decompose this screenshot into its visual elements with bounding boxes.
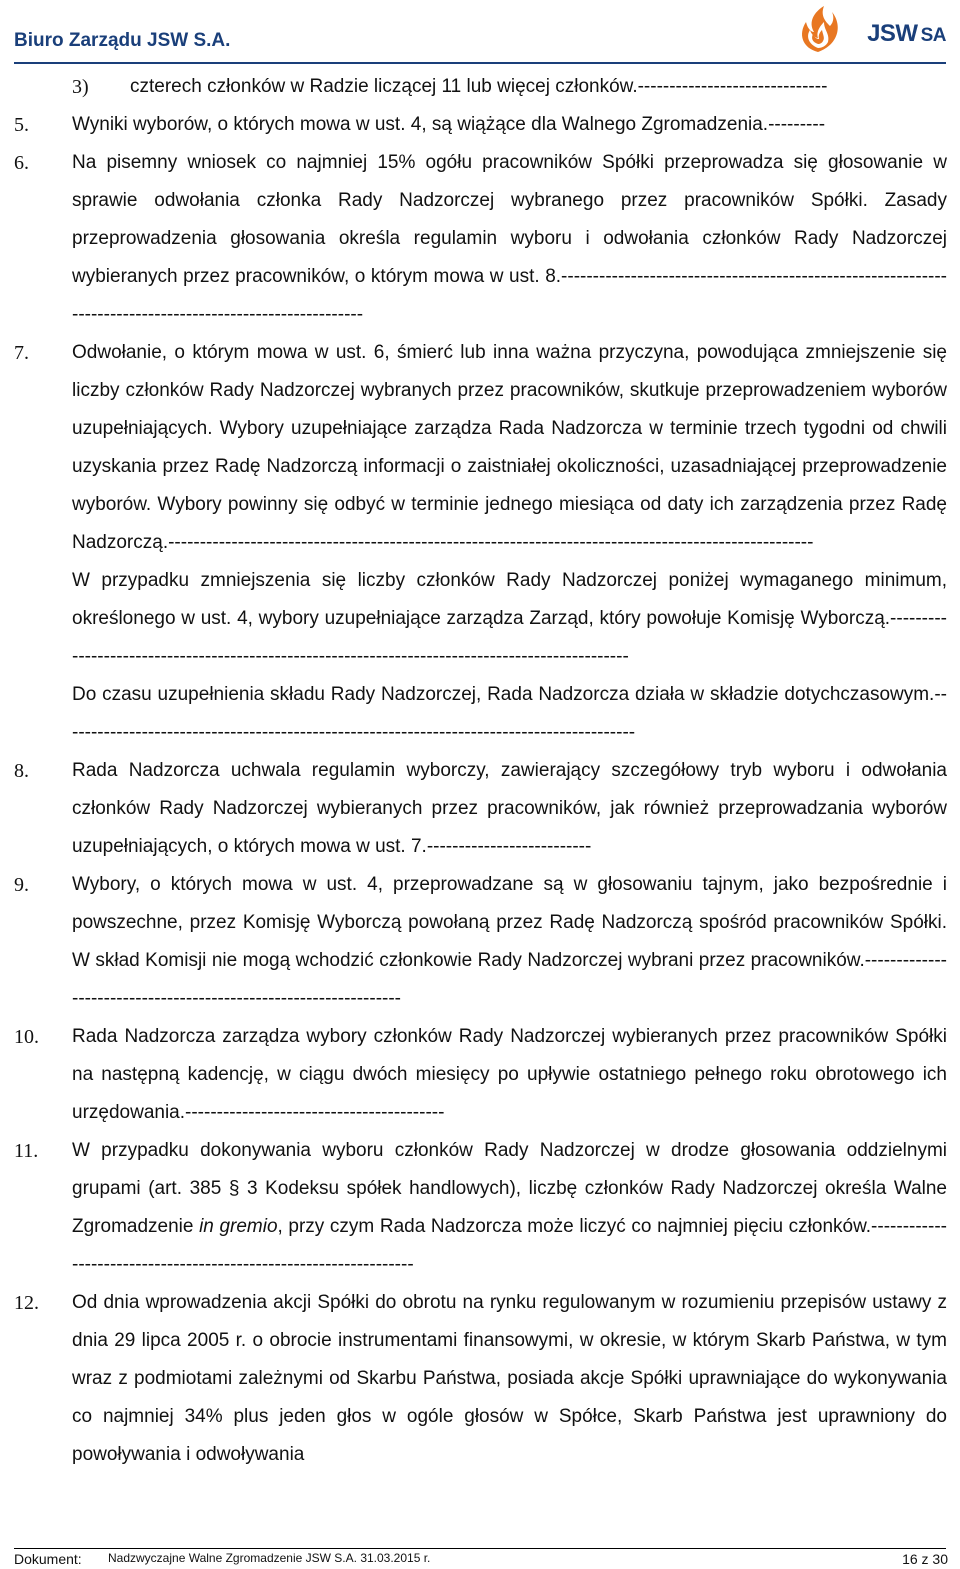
page-footer: [0, 1548, 960, 1569]
item-number: 11.: [14, 1140, 39, 1162]
item-number: 3): [72, 76, 89, 98]
item-number: 9.: [14, 874, 29, 896]
item-text: Rada Nadzorcza uchwala regulamin wyborczy, zawierający szczegółowy tryb wyboru i odwołania członków Rady Nadzorczej wybieranych przez pracowników, jak również przeprowadzania wyborów uzupełniających, o których mowa w ust. 7.--------------------------: [72, 760, 947, 857]
item-text: Odwołanie, o którym mowa w ust. 6, śmierć lub inna ważna przyczyna, powodująca zmniejszenie się liczby członków Rady Nadzorczej wybranych przez pracowników, skutkuje przeprowadzeniem wyborów uzupełniających. Wybory uzupełniające zarządza Rada Nadzorcza w terminie trzech tygodni od chwili uzyskania przez Radę Nadzorczą informacji o zaistniałej okoliczności, uzasadniającej przeprowadzenie wyborów. Wybory powinny się odbyć w terminie jednego miesiąca od daty ich zarządzenia przez Radę Nadzorczą.------------------------------------------------------------------------------------------------------: [72, 342, 947, 553]
latin-phrase: in gremio: [199, 1216, 278, 1237]
item-text-continued: W przypadku zmniejszenia się liczby członków Rady Nadzorczej poniżej wymaganego minimum, określonego w ust. 4, wybory uzupełniające zarządza Zarząd, który powołuje Komisję Wyborczą.-------------------------------------------------------------------------------------------------: [72, 570, 947, 667]
list-item: [0, 1132, 960, 1284]
item-number: 10.: [14, 1026, 39, 1048]
list-item: [0, 334, 960, 752]
item-text: Rada Nadzorcza zarządza wybory członków Rady Nadzorczej wybieranych przez pracowników Spółki na następną kadencję, w ciągu dwóch miesięcy po upływie ostatniego pełnego roku obrotowego ich urzędowania.-----------------------------------------: [72, 1026, 947, 1123]
item-text: Wyniki wyborów, o których mowa w ust. 4, są wiążące dla Walnego Zgromadzenia.---------: [72, 114, 826, 135]
list-item: [0, 144, 960, 334]
list-item: [0, 752, 960, 866]
list-item: [0, 866, 960, 1018]
item-text: Od dnia wprowadzenia akcji Spółki do obrotu na rynku regulowanym w rozumieniu przepisów ustawy z dnia 29 lipca 2005 r. o obrocie instrumentami finansowymi, w okresie, w którym Skarb Państwa, w tym wraz z podmiotami zależnymi od Skarbu Państwa, posiada akcje Spółki uprawniające do wykonywania co najmniej 34% plus jeden głos w ogóle głosów w Spółce, Skarb Państwa jest uprawniony do powoływania i odwoływania: [72, 1292, 947, 1465]
item-number: 7.: [14, 342, 29, 364]
item-number: 12.: [14, 1292, 39, 1314]
flame-icon: [796, 4, 842, 54]
list-item: [0, 1018, 960, 1132]
list-item: [0, 1284, 960, 1474]
item-text: czterech członków w Radzie liczącej 11 lub więcej członków.------------------------------: [130, 76, 828, 97]
header-title: Biuro Zarządu JSW S.A.: [14, 30, 231, 51]
item-text-continued: Do czasu uzupełnienia składu Rady Nadzorczej, Rada Nadzorcza działa w składzie dotychczasowym.-------------------------------------------------------------------------------------------: [72, 684, 947, 743]
footer-divider: [14, 1548, 946, 1549]
page-header: [0, 0, 960, 62]
document-body: [0, 68, 960, 1474]
list-item: [0, 68, 960, 106]
item-text: W przypadku dokonywania wyboru członków Rady Nadzorczej w drodze głosowania oddzielnymi grupami (art. 385 § 3 Kodeksu spółek handlowych), liczbę członków Rady Nadzorczej określa Walne Zgromadzenie in gremio, przy czym Rada Nadzorcza może liczyć co najmniej pięciu członków.------------------------------------------------------------------: [72, 1140, 947, 1275]
footer-document-name: Nadzwyczajne Walne Zgromadzenie JSW S.A. 31.03.2015 r.: [108, 1551, 431, 1565]
footer-label: Dokument:: [14, 1551, 82, 1567]
item-text: Wybory, o których mowa w ust. 4, przeprowadzane są w głosowaniu tajnym, jako bezpośrednie i powszechne, przez Komisję Wyborczą powołaną przez Radę Nadzorczą spośród pracowników Spółki. W skład Komisji nie mogą wchodzić członkowie Rady Nadzorczej wybrani przez pracowników.-----------------------------------------------------------------: [72, 874, 947, 1009]
page-number: 16 z 30: [902, 1551, 948, 1567]
logo-wordmark: JSW SA: [867, 20, 946, 47]
jsw-logo: [796, 4, 946, 56]
header-divider: [14, 62, 946, 64]
item-text: Na pisemny wniosek co najmniej 15% ogółu pracowników Spółki przeprowadza się głosowanie w sprawie odwołania członka Rady Nadzorczej wybranego przez pracowników Spółki. Zasady przeprowadzenia głosowania określa regulamin wyboru i odwołania członków Rady Nadzorczej wybieranych przez pracowników, o którym mowa w ust. 8.-----------------------------------------------------------------------------------------------------------: [72, 152, 947, 325]
item-number: 5.: [14, 114, 29, 136]
item-number: 6.: [14, 152, 29, 174]
list-item: [0, 106, 960, 144]
item-number: 8.: [14, 760, 29, 782]
